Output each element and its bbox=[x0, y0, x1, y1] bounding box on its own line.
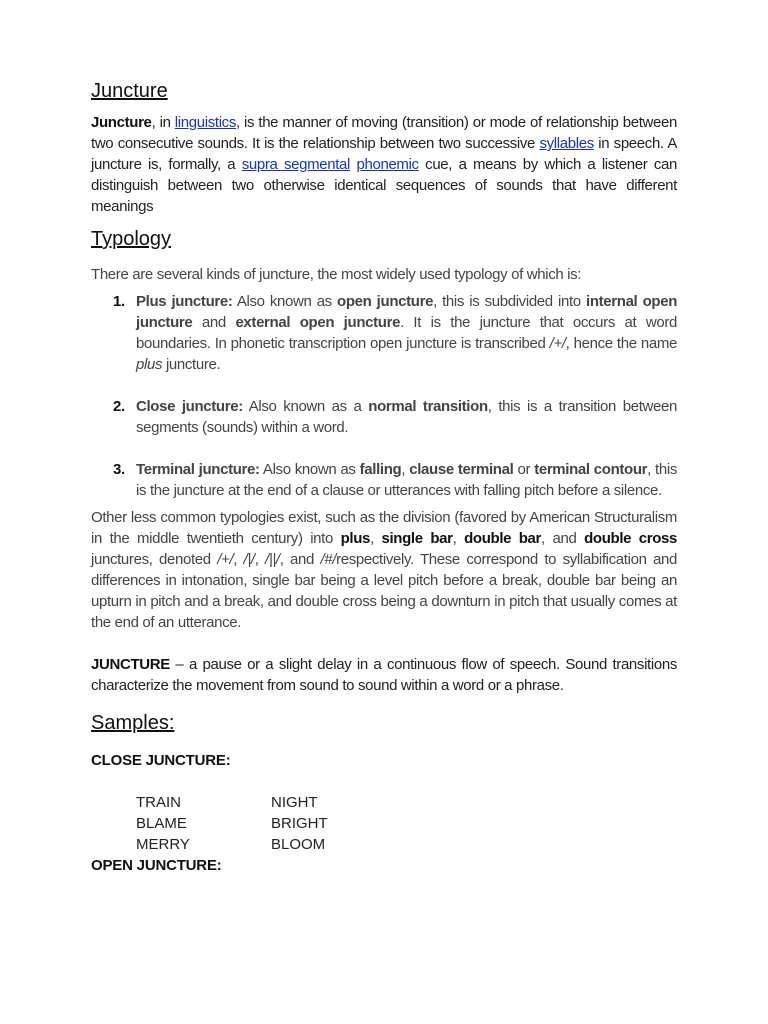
item-text: juncture. bbox=[162, 356, 221, 373]
sample-word: BLAME bbox=[136, 815, 187, 832]
sample-word: NIGHT bbox=[271, 794, 318, 811]
item-text: or bbox=[513, 461, 535, 478]
item-text: Also known as bbox=[232, 293, 338, 310]
typology-intro: There are several kinds of juncture, the most widely used typology of which is: bbox=[91, 266, 582, 283]
item-text: , hence the name bbox=[565, 335, 677, 352]
item-text: Also known as bbox=[259, 461, 360, 478]
item-term: open juncture bbox=[337, 293, 434, 310]
para-text: respectively. These correspond to syllabification and differences in intonation, single bar being a level pitch before a break, double bar being an upturn in pitch and a break, and double cross being a downturn in pitch that usually comes at the end of an utterance. bbox=[91, 551, 678, 631]
item-term: terminal contour bbox=[534, 461, 648, 478]
list-number: 2. bbox=[113, 398, 125, 415]
item-text: . It is the juncture that occurs at word boundaries. In phonetic transcription open juncture is transcribed bbox=[136, 314, 677, 352]
para-term: double bar bbox=[464, 530, 542, 547]
typology-heading: Typology bbox=[91, 228, 172, 250]
sample-word: BRIGHT bbox=[271, 815, 328, 832]
para-text: junctures, denoted bbox=[91, 551, 218, 568]
list-item-terminal-juncture bbox=[113, 459, 677, 501]
sample-word: MERRY bbox=[136, 836, 190, 853]
item-term: Close juncture: bbox=[136, 398, 243, 415]
sample-row bbox=[136, 834, 677, 855]
item-text: , this is a transition between segments (sounds) within a word. bbox=[136, 398, 677, 436]
intro-term: Juncture bbox=[91, 114, 152, 131]
para-notation: /||/ bbox=[265, 551, 280, 568]
item-emphasis: plus bbox=[136, 356, 163, 373]
definition-text: – a pause or a slight delay in a continuous flow of speech. Sound transitions characterize the movement from sound to sound within a word or a phrase. bbox=[91, 656, 677, 694]
para-text: , bbox=[233, 551, 244, 568]
para-text: , and bbox=[279, 551, 321, 568]
link-syllables[interactable]: syllables bbox=[539, 135, 594, 152]
list-item-close-juncture bbox=[113, 396, 677, 438]
para-text: , bbox=[254, 551, 266, 568]
item-term: external open juncture bbox=[235, 314, 401, 331]
item-term: clause terminal bbox=[409, 461, 514, 478]
item-term: falling bbox=[359, 461, 402, 478]
other-typologies-paragraph bbox=[91, 507, 677, 633]
list-number: 3. bbox=[113, 461, 125, 478]
definition-paragraph bbox=[91, 654, 677, 696]
intro-text: , is the manner of moving (transition) or mode of relationship between two consecutive sounds. It is the relationship between two successive bbox=[91, 114, 677, 152]
item-text: and bbox=[192, 314, 236, 331]
intro-paragraph bbox=[91, 112, 677, 217]
item-text: , this is the juncture at the end of a clause or utterances with falling pitch before a silence. bbox=[136, 461, 677, 499]
sample-word: TRAIN bbox=[136, 794, 181, 811]
para-notation: /|/ bbox=[243, 551, 255, 568]
para-term: plus bbox=[340, 530, 371, 547]
item-term: Plus juncture: bbox=[136, 293, 233, 310]
link-phonemic[interactable]: phonemic bbox=[356, 156, 419, 173]
item-term: normal transition bbox=[368, 398, 488, 415]
link-suprasegmental[interactable]: supra segmental bbox=[241, 156, 351, 173]
open-juncture-label: OPEN JUNCTURE: bbox=[91, 857, 222, 874]
intro-text: , in bbox=[151, 114, 175, 131]
close-juncture-samples bbox=[136, 792, 677, 855]
para-notation: /#/ bbox=[320, 551, 337, 568]
list-item-plus-juncture bbox=[113, 291, 678, 375]
link-linguistics[interactable]: linguistics bbox=[174, 114, 236, 131]
item-term: Terminal juncture: bbox=[136, 461, 260, 478]
intro-text: in speech. A juncture is, formally, a bbox=[91, 135, 677, 173]
para-text: , bbox=[452, 530, 465, 547]
item-text: , bbox=[401, 461, 410, 478]
item-notation: /+/ bbox=[549, 335, 566, 352]
typology-list bbox=[91, 291, 677, 501]
item-text: Also known as a bbox=[242, 398, 369, 415]
para-text: Other less common typologies exist, such as the division (favored by American Structuralism in the middle twentieth century) into bbox=[91, 509, 677, 547]
para-text: , bbox=[370, 530, 382, 547]
sample-row bbox=[136, 813, 677, 834]
para-term: single bar bbox=[381, 530, 453, 547]
list-number: 1. bbox=[113, 293, 125, 310]
para-notation: /+/ bbox=[217, 551, 234, 568]
intro-text: cue, a means by which a listener can distinguish between two otherwise identical sequences of sounds that have different meanings bbox=[91, 156, 677, 215]
samples-heading: Samples: bbox=[91, 712, 175, 734]
page-title: Juncture bbox=[91, 80, 168, 102]
item-term: internal open juncture bbox=[136, 293, 678, 331]
item-text: , this is subdivided into bbox=[433, 293, 586, 310]
definition-term: JUNCTURE bbox=[91, 656, 170, 673]
para-text: , and bbox=[541, 530, 585, 547]
sample-row bbox=[136, 792, 677, 813]
sample-word: BLOOM bbox=[271, 836, 326, 853]
close-juncture-label: CLOSE JUNCTURE: bbox=[91, 752, 231, 769]
document-body bbox=[91, 78, 677, 876]
para-term: double cross bbox=[584, 530, 678, 547]
